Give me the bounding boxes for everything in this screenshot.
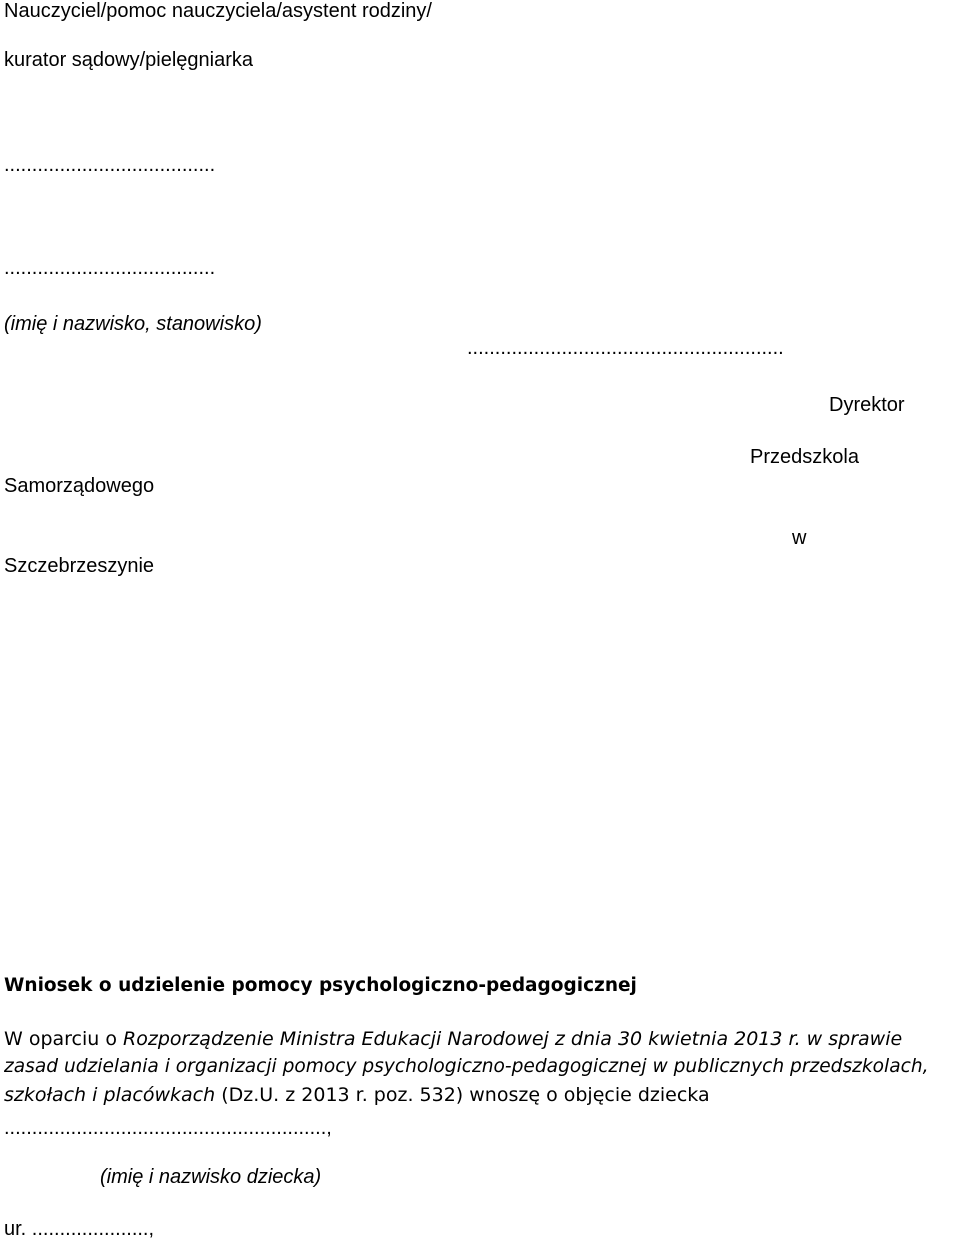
document-title: Wniosek o udzielenie pomocy psychologiczno-pedagogicznej bbox=[4, 975, 637, 996]
paragraph-intro: W oparciu o bbox=[4, 1028, 124, 1050]
name-caption: (imię i nazwisko, stanowisko) bbox=[4, 313, 262, 335]
child-caption: (imię i nazwisko dziecka) bbox=[100, 1166, 322, 1188]
addressee-przedszkola: Przedszkola bbox=[750, 446, 859, 468]
dots-line-2: ...................................... bbox=[4, 257, 216, 279]
role-line-1: Nauczyciel/pomoc nauczyciela/asystent rodziny/ bbox=[4, 0, 432, 22]
child-dots: .........................................................., bbox=[4, 1117, 332, 1139]
role-line-2: kurator sądowy/pielęgniarka bbox=[4, 49, 254, 71]
born-line: ur. ....................., bbox=[4, 1218, 155, 1240]
regulation-citation: (Dz.U. z 2013 r. poz. 532) wnoszę o objęcie dziecka bbox=[215, 1084, 710, 1106]
regulation-name-part-1: Rozporządzenie Ministra Edukacji Narodowej z dnia 30 kwietnia 2013 r. w sprawie bbox=[123, 1028, 903, 1050]
paragraph-line-3 bbox=[4, 1086, 710, 1105]
addressee-samorzadowego: Samorządowego bbox=[4, 475, 155, 497]
addressee-dyrektor: Dyrektor bbox=[829, 394, 905, 416]
dots-line-1: ...................................... bbox=[4, 154, 216, 176]
regulation-name-part-3: szkołach i placówkach bbox=[4, 1084, 216, 1106]
paragraph-line-1 bbox=[4, 1030, 902, 1049]
addressee-dots: ......................................................... bbox=[467, 337, 784, 359]
addressee-w: w bbox=[792, 527, 807, 549]
regulation-name-part-2: zasad udzielania i organizacji pomocy psychologiczno-pedagogicznej w publicznych przedszkolach, bbox=[4, 1056, 929, 1077]
addressee-szczebrzeszynie: Szczebrzeszynie bbox=[4, 555, 155, 577]
